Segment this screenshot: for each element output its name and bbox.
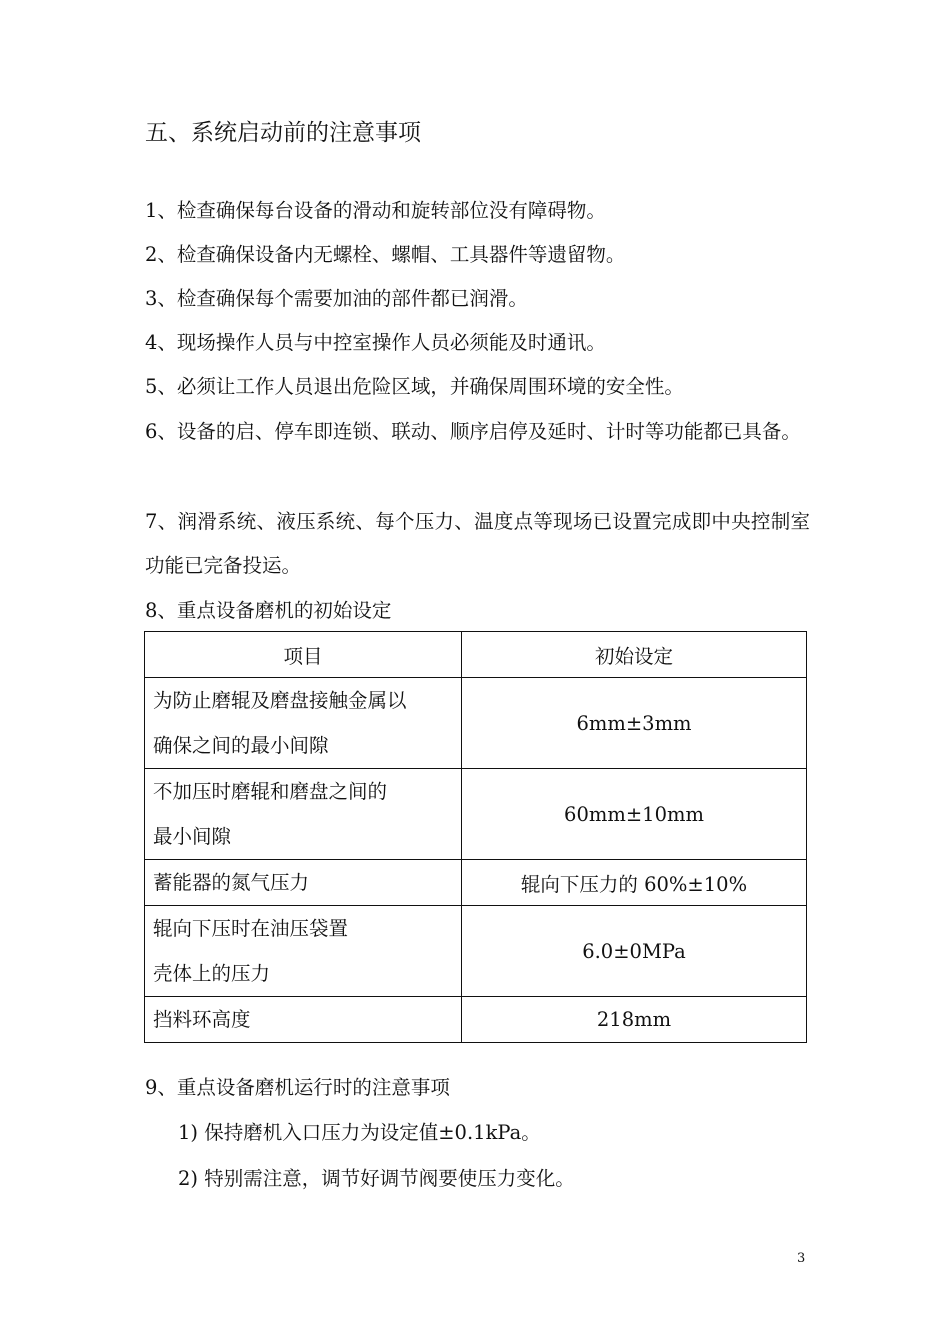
table-row xyxy=(145,997,807,1043)
list-item-9: 9、重点设备磨机运行时的注意事项 xyxy=(145,1076,450,1099)
table-cell-value: 6mm±3mm xyxy=(462,678,807,769)
list-item-3: 3、检查确保每个需要加油的部件都已润滑。 xyxy=(145,287,528,310)
column-header-setting: 初始设定 xyxy=(462,632,807,678)
table-header-row xyxy=(145,632,807,678)
table-cell-item: 蓄能器的氮气压力 xyxy=(145,860,462,906)
table-cell-item xyxy=(145,678,462,769)
list-item-7: 7、润滑系统、液压系统、每个压力、温度点等现场已设置完成即中央控制室功能已完备投运。 xyxy=(145,510,810,577)
table-cell-value: 218mm xyxy=(462,997,807,1043)
table-cell-value: 6.0±0MPa xyxy=(462,906,807,997)
item-line: 确保之间的最小间隙 xyxy=(153,734,329,757)
item-line: 为防止磨辊及磨盘接触金属以 xyxy=(153,689,407,712)
item-line: 不加压时磨辊和磨盘之间的 xyxy=(153,780,388,803)
section-title: 五、系统启动前的注意事项 xyxy=(145,120,421,146)
column-header-item: 项目 xyxy=(145,632,462,678)
list-item-6: 6、设备的启、停车即连锁、联动、顺序启停及延时、计时等功能都已具备。 xyxy=(145,420,801,443)
item-line: 壳体上的压力 xyxy=(153,962,271,985)
page-number: 3 xyxy=(797,1251,806,1266)
list-item-2: 2、检查确保设备内无螺栓、螺帽、工具器件等遗留物。 xyxy=(145,243,626,266)
table-row xyxy=(145,769,807,860)
table-cell-value: 60mm±10mm xyxy=(462,769,807,860)
table-row xyxy=(145,906,807,997)
table-cell-item xyxy=(145,769,462,860)
item-line: 最小间隙 xyxy=(153,825,232,848)
list-item-4: 4、现场操作人员与中控室操作人员必须能及时通讯。 xyxy=(145,331,606,354)
item-line: 辊向下压时在油压袋置 xyxy=(153,917,349,940)
sub-item-1: 1) 保持磨机入口压力为设定值±0.1kPa。 xyxy=(178,1121,541,1144)
table-row xyxy=(145,860,807,906)
table-cell-item: 挡料环高度 xyxy=(145,997,462,1043)
sub-item-2: 2) 特别需注意，调节好调节阀要使压力变化。 xyxy=(178,1167,575,1190)
list-item-5: 5、必须让工作人员退出危险区域，并确保周围环境的安全性。 xyxy=(145,375,684,398)
list-item-1: 1、检查确保每台设备的滑动和旋转部位没有障碍物。 xyxy=(145,199,606,222)
table-row xyxy=(145,678,807,769)
mill-settings-table xyxy=(144,631,807,1043)
table-cell-value: 辊向下压力的 60%±10% xyxy=(462,860,807,906)
table-cell-item xyxy=(145,906,462,997)
list-item-8: 8、重点设备磨机的初始设定 xyxy=(145,599,392,622)
